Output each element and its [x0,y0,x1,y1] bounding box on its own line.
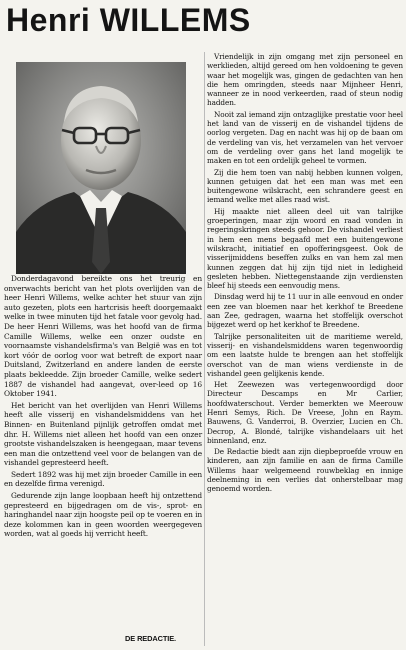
portrait-photo-icon [16,62,186,274]
signature: DE REDACTIE. [125,634,176,644]
paragraph: Vriendelijk in zijn omgang met zijn personeel en werklieden, altijd gereed om hen voldoening te geven waar het mogelijk was, gingen de gedachten van hen die hem omringden, steeds naar Mijnheer Henri, wanneer ze in nood verkeerden, raad of steun nodig hadden. [207,52,403,108]
column-divider [204,52,205,646]
paragraph: Dinsdag werd hij te 11 uur in alle eenvoud en onder een zee van bloemen naar het kerkhof te Breedene aan Zee, gedragen, waarna het stoffelijk overschot bijgezet werd op het kerkhof te Breedene. [207,292,403,330]
headline: Henri WILLEMS [6,2,251,38]
paragraph: Hij maakte niet alleen deel uit van talrijke groeperingen, maar zijn woord en raad vonden in regeringskringen steeds gehoor. De vishandel verliest in hem een mens begaafd met een buitengewone wilskracht, initiatief en opofferingsgeest. Ook de visserijmiddens beseffen zulks en van hem zal men kunnen zeggen dat hij zijn tijd niet in ledigheid gesleten hebben. Niettegenstaande zijn verdiensten bleef hij steeds een eenvoudig mens. [207,206,403,291]
obituary-column-right [207,52,403,648]
paragraph: Sedert 1892 was hij met zijn broeder Camille in een en dezelfde firma verenigd. [4,469,202,489]
obituary-column-left [4,274,202,646]
paragraph: Donderdagavond bereikte ons het treurig en onverwachts bericht van het plots overlijden van de heer Henri Willems, welke achter het stuur van zijn auto gezeten, plots een hartcrisis heeft doorgemaakt welke in twee minuten tijd het fatale voor gevolg had. De heer Henri Willems, was het hoofd van de firma Camille Willems, welke een onzer oudste en voornaamste vishandelsfirma's van België was en tot kort vóór de oorlog voor wat betreft de export naar Duitsland, Zwitzerland en andere landen de eerste plaats bekleedde. Zijn broeder Camille, welke sedert 1887 de vishandel had aangevat, over-leed op 16 Oktober 1941. [4,274,202,399]
paragraph: Het Zeewezen was vertegenwoordigd door Directeur Descamps en Mr Carlier, hoofdwaterschout. Verder bemerkten we Meerouw Henri Semys, Rich. De Vreese, John en Raym. Bauwens, G. Vanderroi, B. Overzier, Lucien en Ch. Decrop, A. Blondé, talrijke vishandelaars uit het binnenland, enz. [207,380,403,445]
paragraph: Gedurende zijn lange loopbaan heeft hij ontzettend gepresteerd en bijgedragen om de vis-, sprot- en haringhandel naar zijn hoogste peil op te voeren en in deze kolommen kan in geen woorden weergegeven worden, wat al goeds hij verricht heeft. [4,491,202,539]
paragraph: Talrijke personaliteiten uit de maritieme wereld, visserij- en vishandelsmiddens waren tegenwoordig om een laatste hulde te brengen aan het stoffelijk overschot van de man wiens verdienste in de vishandel geen gelijkenis kende. [207,331,403,378]
paragraph: Het bericht van het overlijden van Henri Willems heeft alle visserij en vishandelsmiddens van het Binnen- en Buitenland pijnlijk getroffen omdat met dhr. H. Willems niet alleen het hoofd van een onzer grootste vishandelszaken is heengegaan, maar tevens een man die ontzettend veel voor de belangen van de vishandel gepresteerd heeft. [4,400,202,468]
paragraph: Zij die hem toen van nabij hebben kunnen volgen, kunnen getuigen dat het een man was met een buitengewone wilskracht, een schrandere geest en iemand welke met alles raad wist. [207,167,403,205]
paragraph: Nooit zal iemand zijn ontzaglijke prestatie voor heel het land van de visserij en de vishandel tijdens de oorlog vergeten. Dag en nacht was hij op de baan om de verdeling van vis, het verzamelen van het vervoer om de verdeling over gans het land mogelijk te maken en tot een ordelijk geheel te vormen. [207,109,403,166]
paragraph: De Redactie biedt aan zijn diepbeproefde vrouw en kinderen, aan zijn familie en aan de firma Camille Willems haar welgemeend rouwbeklag en innige deelneming in een verlies dat onherstelbaar mag genoemd worden. [207,447,403,494]
